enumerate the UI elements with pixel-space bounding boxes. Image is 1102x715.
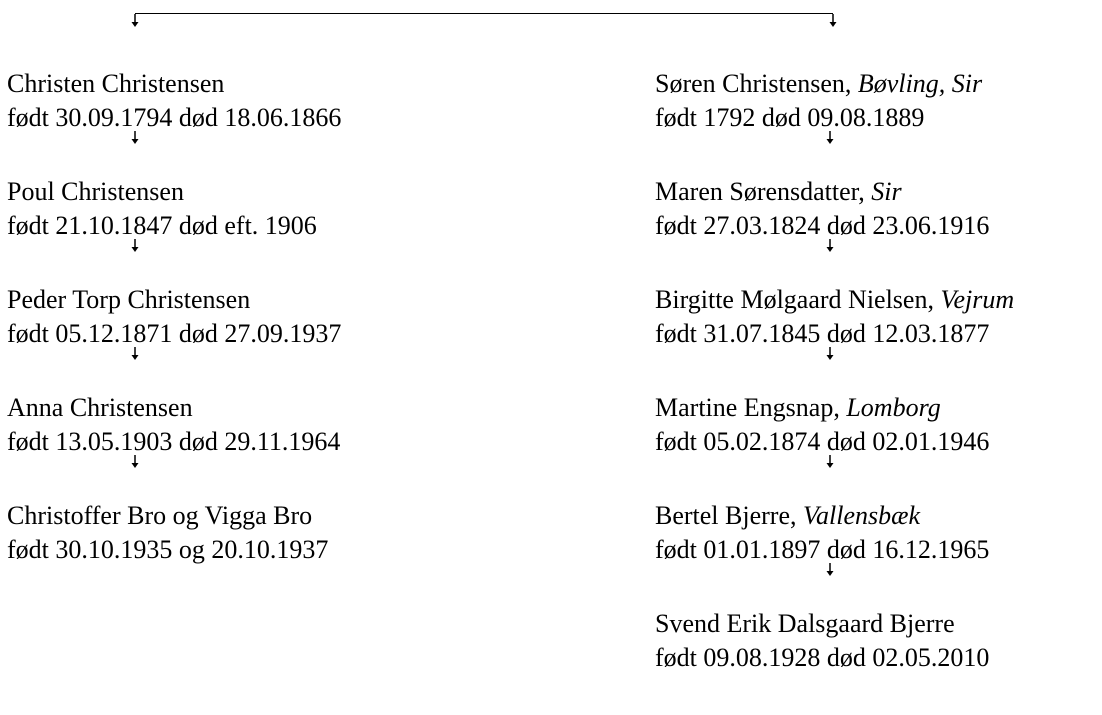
person-dates: født 1792 død 09.08.1889	[655, 103, 925, 132]
person-entry	[655, 67, 1100, 175]
person-entry	[7, 283, 527, 391]
down-arrow-icon	[825, 563, 835, 577]
person-dates: født 05.02.1874 død 02.01.1946	[655, 427, 990, 456]
person-dates: født 21.10.1847 død eft. 1906	[7, 211, 317, 240]
left-lineage-column	[7, 67, 527, 607]
person-dates: født 13.05.1903 død 29.11.1964	[7, 427, 341, 456]
person-entry	[655, 391, 1100, 499]
person-dates: født 01.01.1897 død 16.12.1965	[655, 535, 990, 564]
person-dates: født 27.03.1824 død 23.06.1916	[655, 211, 990, 240]
person-entry	[655, 499, 1100, 607]
person-dates: født 30.09.1794 død 18.06.1866	[7, 103, 342, 132]
person-entry	[655, 607, 1100, 715]
person-dates: født 09.08.1928 død 02.05.2010	[655, 643, 990, 672]
down-arrow-icon	[825, 455, 835, 469]
down-arrow-icon	[130, 131, 140, 145]
person-entry	[7, 499, 527, 607]
person-name: Anna Christensen	[7, 393, 193, 422]
person-name: Poul Christensen	[7, 177, 184, 206]
down-arrow-icon	[130, 455, 140, 469]
top-connector-line	[135, 0, 833, 14]
down-arrow-icon	[130, 347, 140, 361]
person-name: Martine Engsnap, Lomborg	[655, 393, 941, 422]
person-place: Vejrum	[940, 285, 1015, 314]
person-entry	[7, 391, 527, 499]
person-place: Vallensbæk	[803, 501, 920, 530]
down-arrow-icon	[130, 14, 140, 28]
person-dates: født 05.12.1871 død 27.09.1937	[7, 319, 342, 348]
down-arrow-icon	[825, 131, 835, 145]
person-entry	[655, 175, 1100, 283]
person-name: Peder Torp Christensen	[7, 285, 251, 314]
down-arrow-icon	[130, 239, 140, 253]
person-entry	[7, 175, 527, 283]
person-place: Sir	[871, 177, 902, 206]
down-arrow-icon	[825, 347, 835, 361]
right-lineage-column	[655, 67, 1100, 715]
person-place: Bøvling, Sir	[857, 69, 983, 98]
person-dates: født 31.07.1845 død 12.03.1877	[655, 319, 990, 348]
person-name: Maren Sørensdatter, Sir	[655, 177, 902, 206]
person-name: Christen Christensen	[7, 69, 225, 98]
person-name: Søren Christensen, Bøvling, Sir	[655, 69, 983, 98]
person-name: Birgitte Mølgaard Nielsen, Vejrum	[655, 285, 1015, 314]
down-arrow-icon	[825, 239, 835, 253]
person-place: Lomborg	[846, 393, 941, 422]
person-entry	[655, 283, 1100, 391]
person-entry	[7, 67, 527, 175]
person-name: Christoffer Bro og Vigga Bro	[7, 501, 313, 530]
person-name: Svend Erik Dalsgaard Bjerre	[655, 609, 955, 638]
down-arrow-icon	[828, 14, 838, 28]
person-dates: født 30.10.1935 og 20.10.1937	[7, 535, 329, 564]
person-name: Bertel Bjerre, Vallensbæk	[655, 501, 920, 530]
